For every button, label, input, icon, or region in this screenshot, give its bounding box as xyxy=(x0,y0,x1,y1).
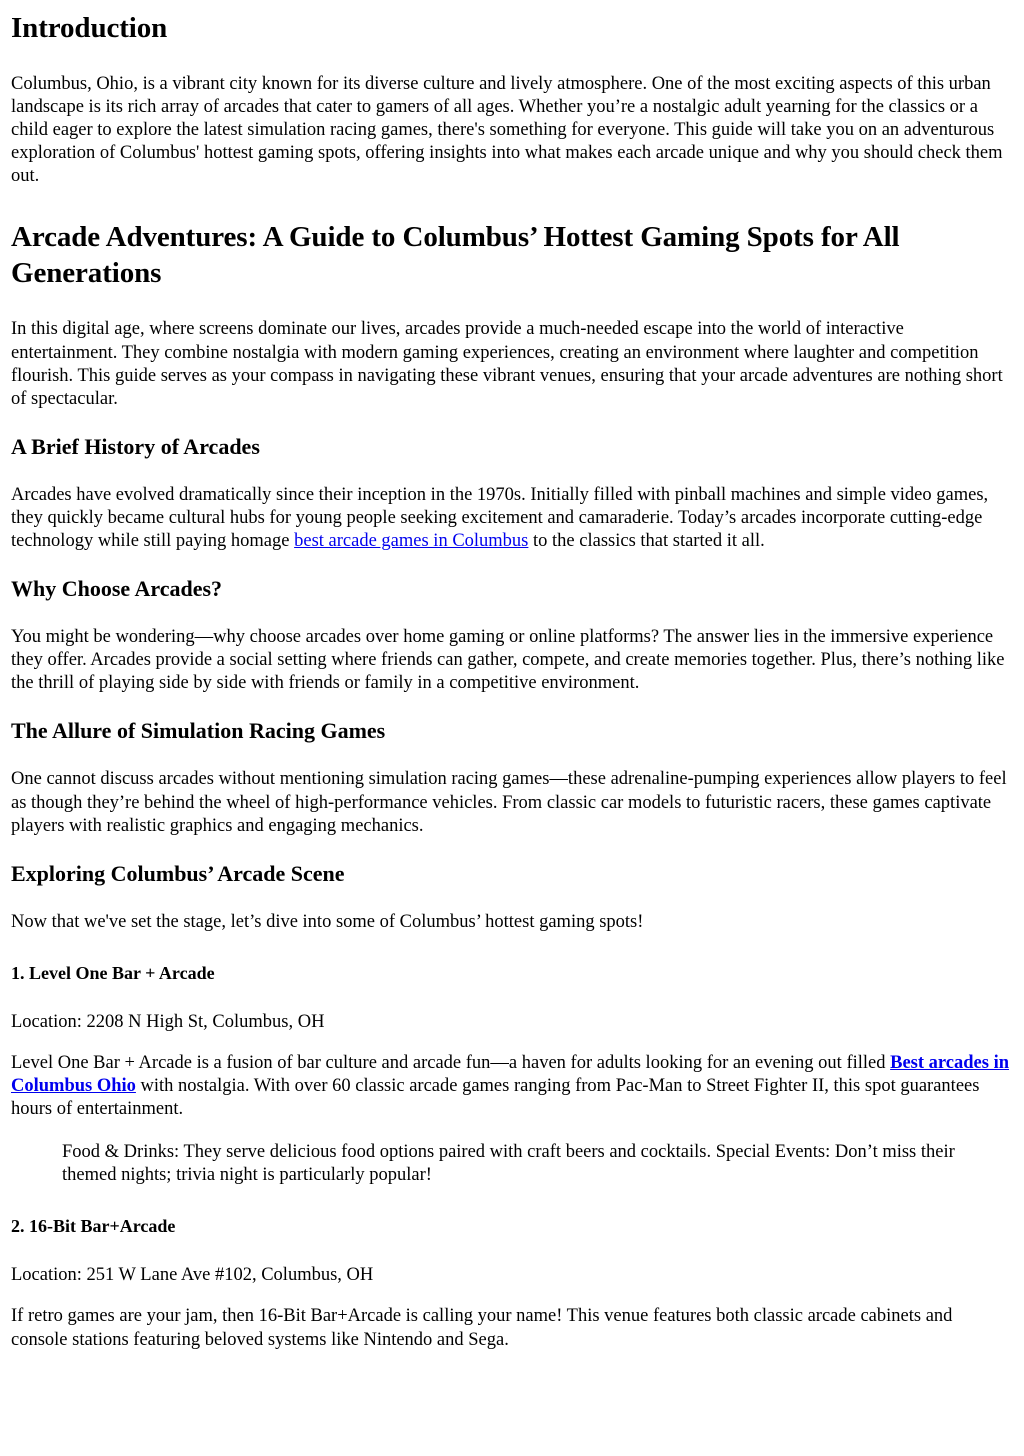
intro-paragraph: Columbus, Ohio, is a vibrant city known for its diverse culture and lively atmosphere. One of the most exciting aspects of this urban landscape is its rich array of arcades that cater to gamers of all ages. Whether you’re a nostalgic adult yearning for the classics or a child eager to explore the latest simulation racing games, there's something for everyone. This guide will take you on an adventurous exploration of Columbus' hottest gaming spots, offering insights into what makes each arcade unique and why you should check them out. xyxy=(11,74,1003,187)
scene-heading: Exploring Columbus’ Arcade Scene xyxy=(11,860,345,886)
guide-paragraph: In this digital age, where screens dominate our lives, arcades provide a much-needed escape into the world of interactive entertainment. They combine nostalgia with modern gaming experiences, creating an environment where laughter and competition flourish. This guide serves as your compass in navigating these vibrant venues, ensuring that your arcade adventures are nothing short of spectacular. xyxy=(11,319,1003,409)
guide-heading: Arcade Adventures: A Guide to Columbus’ Hottest Gaming Spots for All Generations xyxy=(11,221,900,290)
history-text-after: to the classics that started it all. xyxy=(528,531,765,552)
level-one-text-after: with nostalgia. With over 60 classic arcade games ranging from Pac-Man to Street Fighter II, this spot guarantees hours of entertainment. xyxy=(11,1075,980,1120)
level-one-paragraph xyxy=(11,1052,1013,1121)
why-paragraph: You might be wondering—why choose arcades over home gaming or online platforms? The answer lies in the immersive experience they offer. Arcades provide a social setting where friends can gather, compete, and create memories together. Plus, there’s nothing like the thrill of playing side by side with friends or family in a competitive environment. xyxy=(11,627,1005,694)
level-one-heading: 1. Level One Bar + Arcade xyxy=(11,962,215,983)
sixteen-bit-location: Location: 251 W Lane Ave #102, Columbus, OH xyxy=(11,1265,374,1286)
history-paragraph xyxy=(11,484,1013,553)
level-one-text-before: Level One Bar + Arcade is a fusion of bar culture and arcade fun—a haven for adults looking for an evening out filled xyxy=(11,1052,891,1073)
article xyxy=(0,10,1024,1352)
level-one-quote: Food & Drinks: They serve delicious food options paired with craft beers and cocktails. Special Events: Don’t miss their themed nights; trivia night is particularly popular! xyxy=(62,1142,955,1186)
level-one-location: Location: 2208 N High St, Columbus, OH xyxy=(11,1011,325,1032)
best-arcade-games-link[interactable]: best arcade games in Columbus xyxy=(294,531,529,552)
why-heading: Why Choose Arcades? xyxy=(11,576,223,602)
racing-paragraph: One cannot discuss arcades without mentioning simulation racing games—these adrenaline-pumping experiences allow players to feel as though they’re behind the wheel of high-performance vehicles. From classic car models to futuristic racers, these games captivate players with realistic graphics and engaging mechanics. xyxy=(11,769,1007,836)
sixteen-bit-paragraph: If retro games are your jam, then 16-Bit Bar+Arcade is calling your name! This venue features both classic arcade cabinets and console stations featuring beloved systems like Nintendo and Sega. xyxy=(11,1306,953,1350)
racing-heading: The Allure of Simulation Racing Games xyxy=(11,718,386,744)
scene-paragraph: Now that we've set the stage, let’s dive into some of Columbus’ hottest gaming spots! xyxy=(11,911,644,932)
history-heading: A Brief History of Arcades xyxy=(11,433,260,459)
intro-heading: Introduction xyxy=(11,12,168,44)
best-arcades-link[interactable]: Best arcades in Columbus Ohio xyxy=(11,1052,1010,1096)
history-text-before: Arcades have evolved dramatically since their inception in the 1970s. Initially filled with pinball machines and simple video games, they quickly became cultural hubs for young people seeking excitement and camaraderie. Today’s arcades incorporate cutting-edge technology while still paying homage xyxy=(11,484,989,552)
sixteen-bit-heading: 2. 16-Bit Bar+Arcade xyxy=(11,1216,176,1237)
